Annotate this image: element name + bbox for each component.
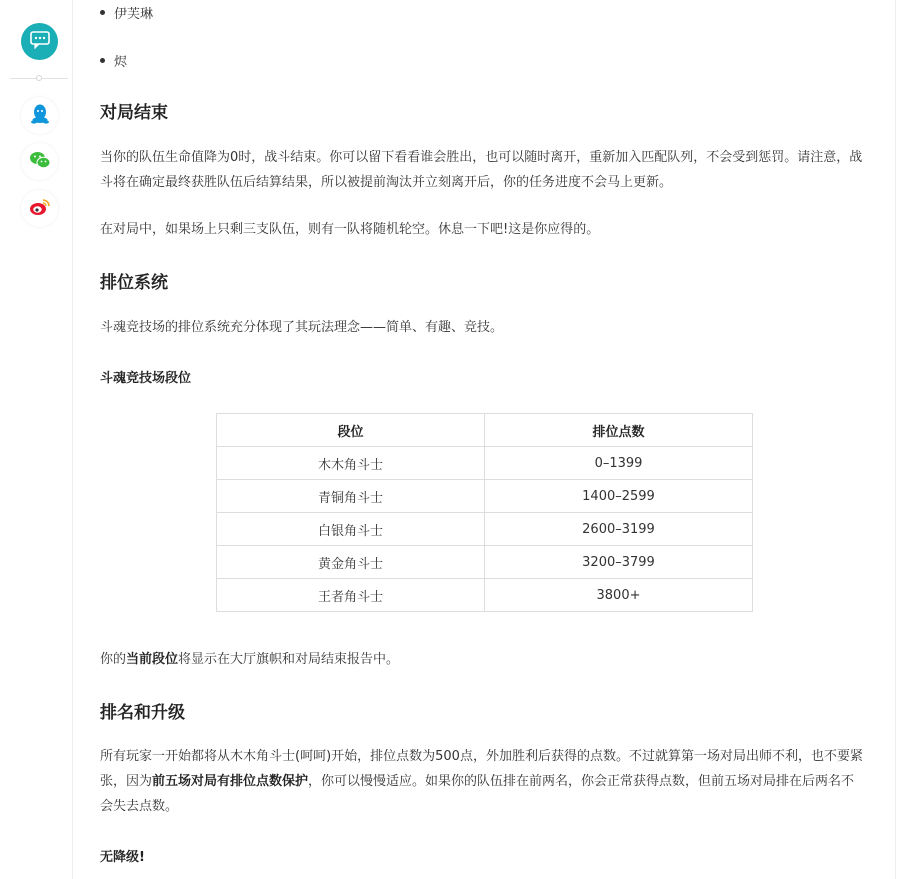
- table-cell: 0–1399: [485, 447, 753, 480]
- paragraph: 当你的队伍生命值降为0时，战斗结束。你可以留下看看谁会胜出，也可以随时离开，重新加入匹配队列，不会受到惩罚。请注意，战斗将在确定最终获胜队伍后结算结果，所以被提前淘汰并立刻离开后，你的任务进度不会马上更新。: [100, 150, 863, 190]
- sub-heading: 斗魂竞技场段位: [100, 371, 192, 386]
- table-cell: 黄金角斗士: [217, 546, 485, 579]
- paragraph: [100, 647, 865, 672]
- sidebar-divider-dot: [36, 75, 42, 81]
- sub-heading: 无降级!: [100, 850, 145, 865]
- qq-icon: [30, 103, 50, 129]
- section-heading: 排位系统: [100, 273, 168, 293]
- table-header-cell: 段位: [217, 414, 485, 447]
- table-cell: 王者角斗士: [217, 579, 485, 612]
- table-cell: 1400–2599: [485, 480, 753, 513]
- table-row: [217, 546, 753, 579]
- text-run: 将显示在大厅旗帜和对局结束报告中。: [178, 652, 400, 667]
- table-cell: 白银角斗士: [217, 513, 485, 546]
- text-run: 所有玩家一开始都将从木木角斗士(呵呵)开始，排位点数为500点，外加胜利后获得的点数。不过就算第一场对局出师不利，也不要紧张，因为: [100, 749, 863, 789]
- share-wechat-button[interactable]: [21, 143, 58, 180]
- table-row: [217, 579, 753, 612]
- comment-icon: [30, 31, 50, 53]
- table-header-cell: 排位点数: [485, 414, 753, 447]
- list-item: 烬: [114, 51, 127, 70]
- table-cell: 3200–3799: [485, 546, 753, 579]
- weibo-icon: [29, 197, 51, 221]
- table-row: [217, 447, 753, 480]
- bold-text: 当前段位: [126, 652, 179, 667]
- text-run: 你的: [100, 652, 127, 667]
- wechat-icon: [29, 150, 51, 174]
- share-sidebar: [0, 0, 73, 879]
- share-weibo-button[interactable]: [21, 190, 58, 227]
- bold-text: 前五场对局有排位点数保护: [152, 774, 309, 789]
- share-qq-button[interactable]: [21, 97, 58, 134]
- table-header-row: [217, 414, 753, 447]
- table-cell: 2600–3199: [485, 513, 753, 546]
- paragraph: [100, 744, 865, 819]
- section-heading: 排名和升级: [100, 703, 185, 723]
- table-row: [217, 480, 753, 513]
- table-cell: 木木角斗士: [217, 447, 485, 480]
- text-run: ，你可以慢慢适应。如果你的队伍排在前两名，你会正常获得点数，但前五场对局排在后两名不会失去点数。: [100, 774, 855, 814]
- page-scroll-rail[interactable]: [895, 0, 910, 879]
- list-item: 伊芙琳: [114, 3, 153, 22]
- section-heading: 对局结束: [100, 103, 168, 123]
- table-row: [217, 513, 753, 546]
- comment-button[interactable]: [21, 23, 58, 60]
- paragraph: 斗魂竞技场的排位系统充分体现了其玩法理念——简单、有趣、竞技。: [100, 320, 504, 335]
- rank-table: [216, 413, 753, 612]
- table-cell: 青铜角斗士: [217, 480, 485, 513]
- paragraph: 在对局中，如果场上只剩三支队伍，则有一队将随机轮空。休息一下吧!这是你应得的。: [100, 222, 600, 237]
- table-cell: 3800+: [485, 579, 753, 612]
